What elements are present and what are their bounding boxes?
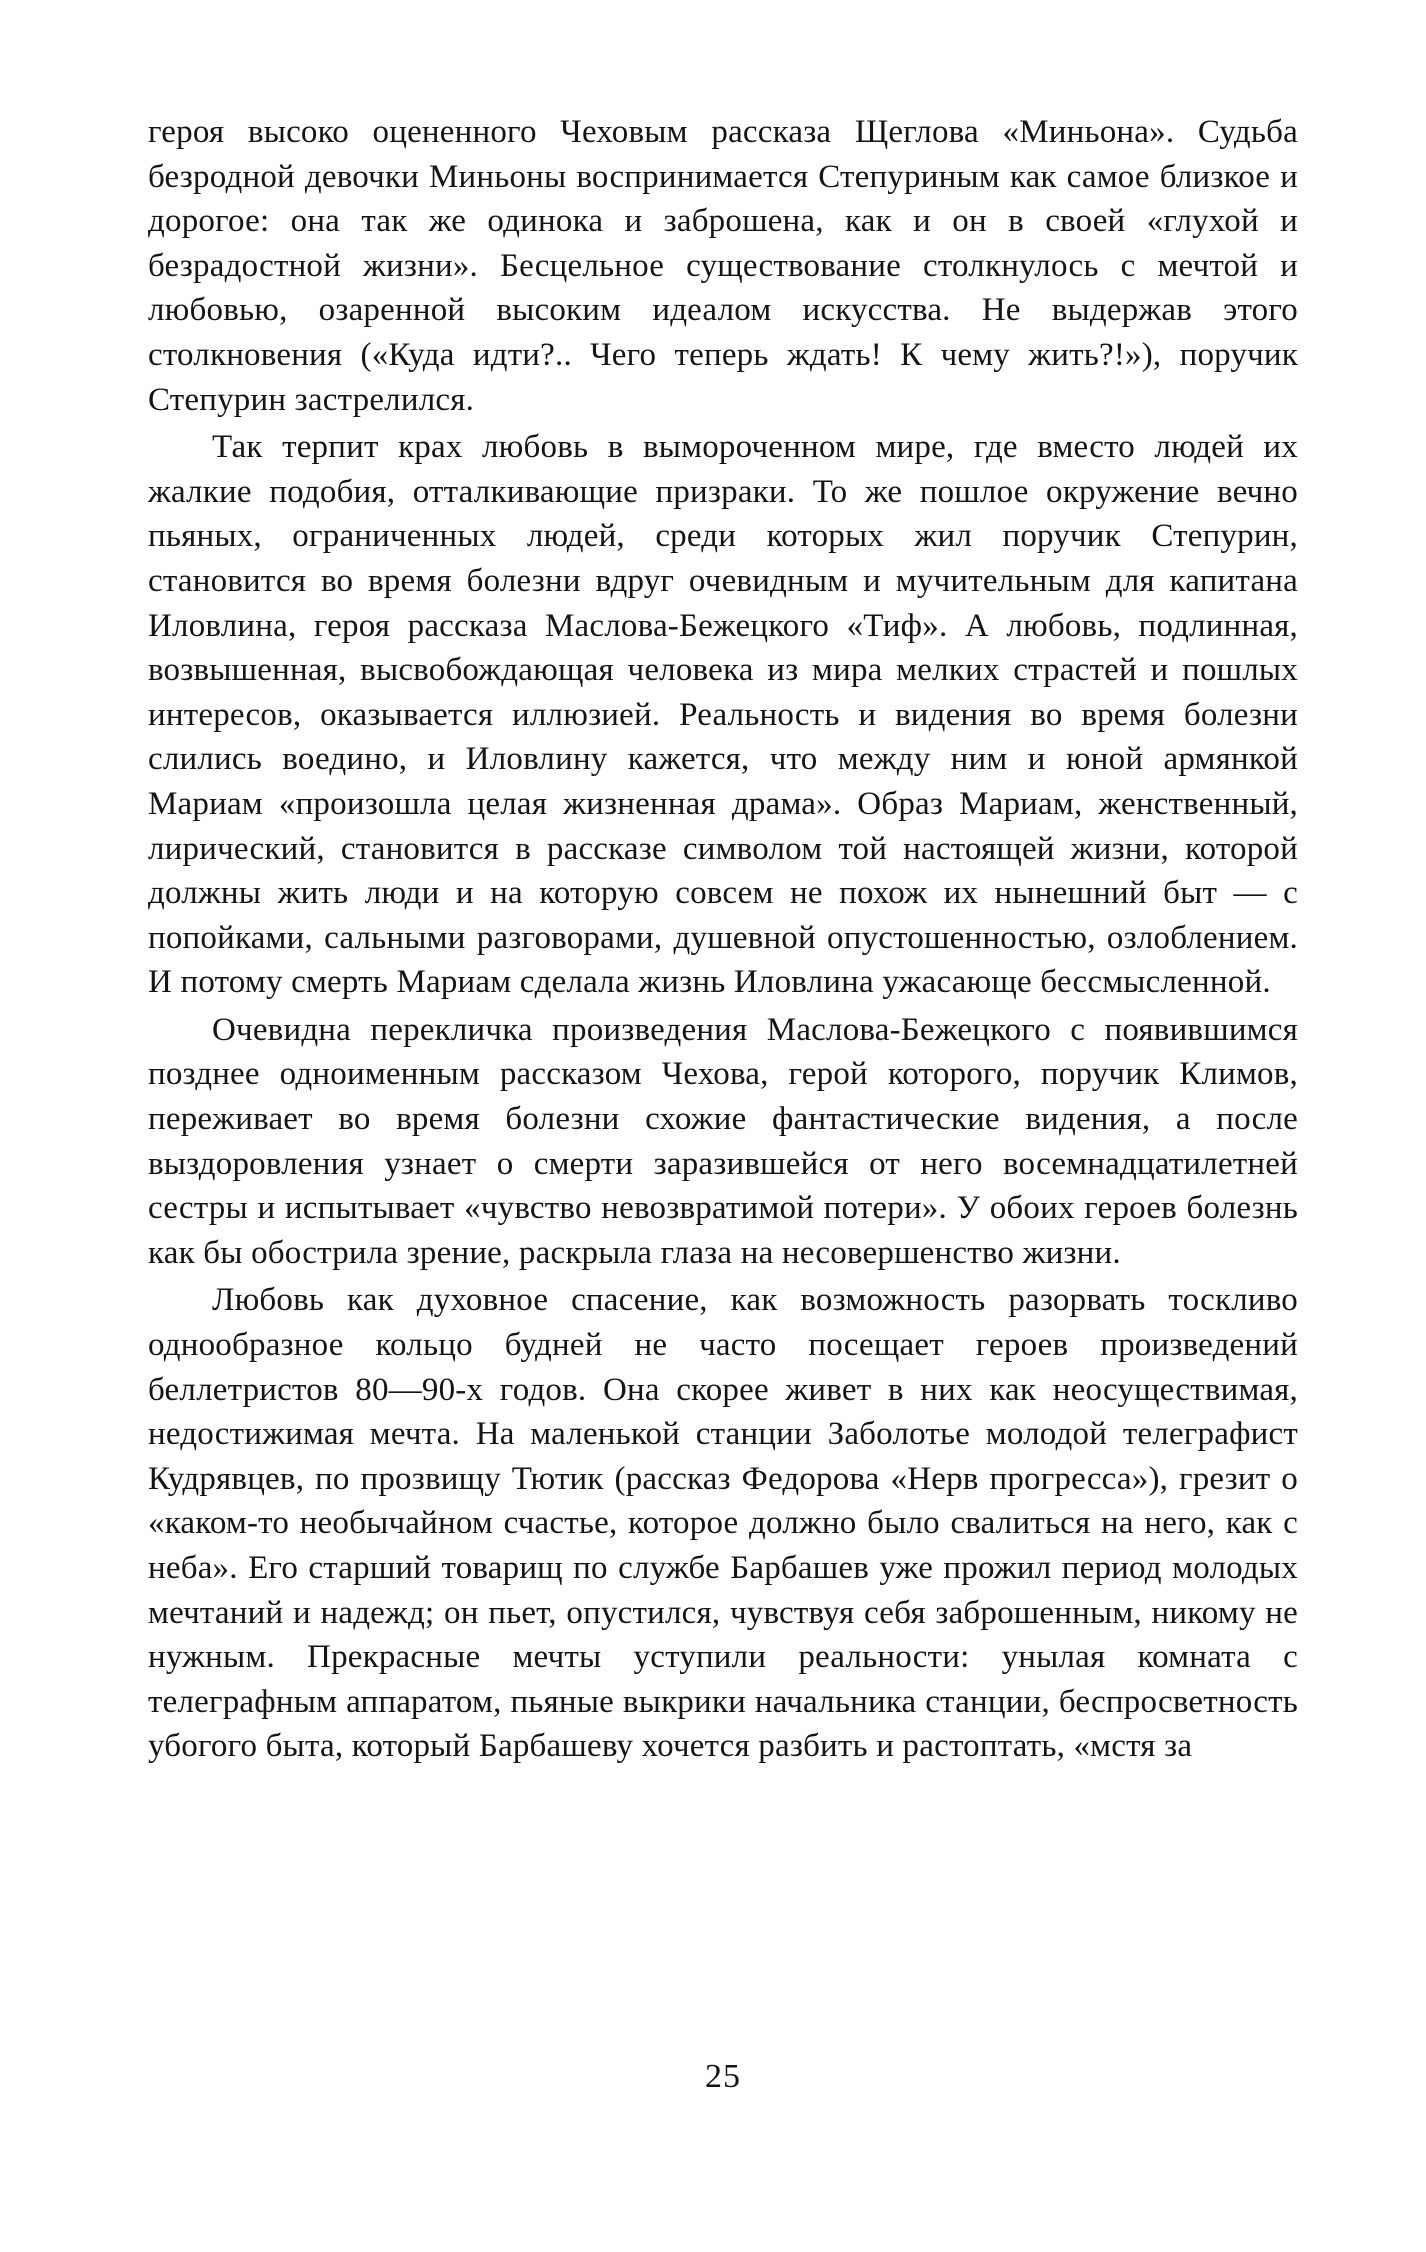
paragraph-4: Любовь как духовное спасение, как возможность разорвать тоскливо однообразное кольцо будней не часто посещает героев произведений беллетристов 80—90-х годов. Она скорее живет в них как неосуществимая, недостижимая мечта. На маленькой станции Заболотье молодой телеграфист Кудрявцев, по прозвищу Тютик (рассказ Федорова «Нерв прогресса»), грезит о «каком-то необычайном счастье, которое должно было свалиться на него, как с неба». Его старший товарищ по службе Барбашев уже прожил период молодых мечтаний и надежд; он пьет, опустился, чувствуя себя заброшенным, никому не нужным. Прекрасные мечты уступили реальности: унылая комната с телеграфным аппаратом, пьяные выкрики начальника станции, беспросветность убогого быта, который Барбашеву хочется разбить и растоптать, «мстя за [148, 1282, 1298, 1765]
paragraph-continuation: героя высоко оцененного Чеховым рассказа Щеглова «Миньона». Судьба безродной девочки Миньоны воспринимается Степуриным как самое близкое и дорогое: она так же одинока и заброшена, как и он в своей «глухой и безрадостной жизни». Бесцельное существование столкнулось с мечтой и любовью, озаренной высоким идеалом искусства. Не выдержав этого столкновения («Куда идти?.. Чего теперь ждать! К чему жить?!»), поручик Степурин застрелился. [148, 114, 1298, 418]
book-page [148, 110, 1298, 2170]
page-number: 25 [705, 2058, 741, 2095]
paragraph-3: Очевидна перекличка произведения Маслова-Бежецкого с появившимся позднее одноименным рассказом Чехова, герой которого, поручик Климов, переживает во время болезни схожие фантастические видения, а после выздоровления узнает о смерти заразившейся от него восемнадцатилетней сестры и испытывает «чувство невозвратимой потери». У обоих героев болезнь как бы обострила зрение, раскрыла глаза на несовершенство жизни. [148, 1011, 1298, 1271]
body-text [148, 110, 1298, 1769]
paragraph-2: Так терпит крах любовь в вымороченном мире, где вместо людей их жалкие подобия, отталкивающие призраки. То же пошлое окружение вечно пьяных, ограниченных людей, среди которых жил поручик Степурин, становится во время болезни вдруг очевидным и мучительным для капитана Иловлина, героя рассказа Маслова-Бежецкого «Тиф». А любовь, подлинная, возвышенная, высвобождающая человека из мира мелких страстей и пошлых интересов, оказывается иллюзией. Реальность и видения во время болезни слились воедино, и Иловлину кажется, что между ним и юной армянкой Мариам «произошла целая жизненная драма». Образ Мариам, женственный, лирический, становится в рассказе символом той настоящей жизни, которой должны жить люди и на которую совсем не похож их нынешний быт — с попойками, сальными разговорами, душевной опустошенностью, озлоблением. И потому смерть Мариам сделала жизнь Иловлина ужасающе бессмысленной. [148, 429, 1298, 1001]
